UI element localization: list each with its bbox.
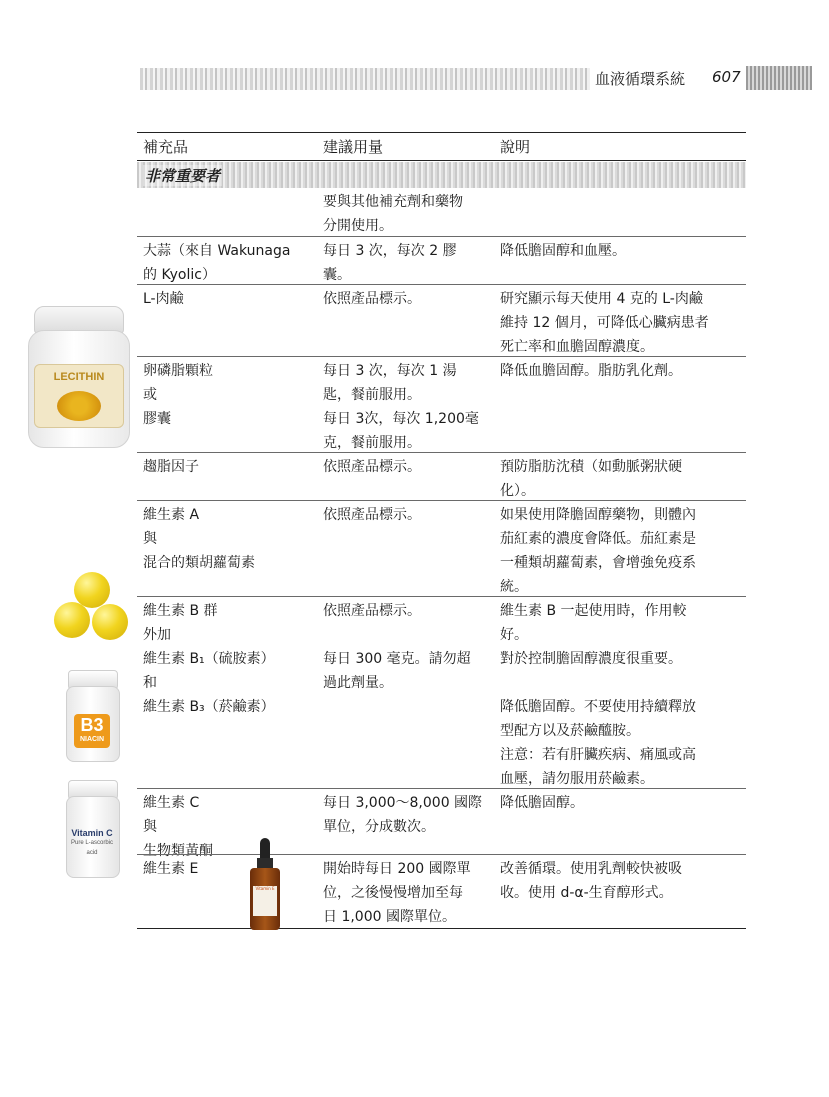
niacin-bottle-image bbox=[66, 670, 118, 760]
description-cell bbox=[500, 359, 746, 383]
dosage-line: 單位，分成數次。 bbox=[323, 819, 435, 835]
supplement-line: 大蒜（來自 Wakunaga bbox=[143, 243, 291, 259]
description-line: 降低膽固醇。 bbox=[500, 795, 584, 811]
description-cell bbox=[500, 239, 746, 263]
supplement-cell bbox=[143, 359, 323, 431]
dosage-line: 每日 3次，每次 1,200毫 bbox=[323, 411, 479, 427]
vitamin-e-label: Vitamin E bbox=[253, 886, 277, 916]
dosage-line: 克，餐前服用。 bbox=[323, 435, 421, 451]
dosage-line: 要與其他補充劑和藥物 bbox=[323, 194, 463, 210]
description-line: 對於控制膽固醇濃度很重要。 bbox=[500, 651, 682, 667]
supplement-line: 維生素 C bbox=[143, 791, 199, 815]
dosage-line: 每日 3,000～8,000 國際 bbox=[323, 795, 483, 811]
vitamin-c-label bbox=[66, 828, 118, 858]
description-line: 血壓，請勿服用菸鹼素。 bbox=[500, 771, 654, 787]
dosage-line: 位，之後慢慢增加至每 bbox=[323, 885, 463, 901]
column-header-description: 說明 bbox=[500, 138, 531, 156]
dosage-cell bbox=[323, 857, 503, 929]
lemon bbox=[92, 604, 128, 640]
description-line: 預防脂肪沈積（如動脈粥狀硬 bbox=[500, 459, 682, 475]
dosage-cell bbox=[323, 359, 503, 455]
table-row bbox=[137, 854, 746, 927]
supplement-cell bbox=[143, 503, 323, 575]
description-line: 型配方以及菸鹼醯胺。 bbox=[500, 723, 640, 739]
supplement-line: L-肉鹼 bbox=[143, 291, 184, 307]
supplement-line: 外加 bbox=[143, 627, 171, 643]
table-row bbox=[137, 500, 746, 597]
supplement-cell bbox=[143, 857, 323, 881]
table-row bbox=[137, 788, 746, 861]
dosage-cell bbox=[323, 599, 503, 695]
section-label: 非常重要者 bbox=[145, 167, 221, 185]
description-line: 死亡率和血膽固醇濃度。 bbox=[500, 339, 654, 355]
description-line: 化）。 bbox=[500, 483, 535, 499]
description-cell bbox=[500, 791, 746, 815]
header-rule bbox=[137, 160, 746, 161]
niacin-badge-text: B3 bbox=[80, 715, 104, 735]
dosage-cell bbox=[323, 455, 503, 479]
dosage-line: 依照產品標示。 bbox=[323, 291, 421, 307]
dosage-line: 過此劑量。 bbox=[323, 675, 393, 691]
table-top-rule bbox=[137, 132, 746, 133]
supplement-line: 維生素 E bbox=[143, 857, 198, 881]
supplement-line: 維生素 B 群 bbox=[143, 603, 218, 619]
description-cell bbox=[500, 455, 746, 503]
dosage-line: 依照產品標示。 bbox=[323, 507, 421, 523]
header-tab-marker bbox=[746, 66, 812, 90]
supplement-line: 或 bbox=[143, 387, 157, 403]
description-line: 如果使用降膽固醇藥物，則體內 bbox=[500, 507, 696, 523]
dosage-line: 開始時每日 200 國際單 bbox=[323, 861, 471, 877]
table-row bbox=[137, 236, 746, 285]
description-line: 注意：若有肝臟疾病、痛風或高 bbox=[500, 747, 696, 763]
supplement-line: 維生素 A bbox=[143, 507, 200, 523]
table-row bbox=[137, 284, 746, 357]
description-line: 降低血膽固醇。脂肪乳化劑。 bbox=[500, 363, 682, 379]
description-line: 統。 bbox=[500, 579, 528, 595]
vitamin-c-sub-text: Pure L-ascorbic acid bbox=[70, 840, 114, 856]
dosage-cell bbox=[323, 287, 503, 311]
supplement-line: 膠囊 bbox=[143, 411, 171, 427]
dosage-line: 日 1,000 國際單位。 bbox=[323, 909, 456, 925]
description-line: 改善循環。使用乳劑較快被吸 bbox=[500, 861, 682, 877]
description-line: 維生素 B 一起使用時，作用較 bbox=[500, 603, 687, 619]
description-line: 研究顯示每天使用 4 克的 L-肉鹼 bbox=[500, 291, 703, 307]
description-line bbox=[500, 671, 746, 695]
dosage-line: 每日 300 毫克。請勿超 bbox=[323, 651, 471, 667]
table-row bbox=[137, 188, 746, 236]
supplement-line: 和 bbox=[143, 675, 157, 691]
column-header-supplement: 補充品 bbox=[143, 138, 189, 156]
description-cell bbox=[500, 287, 746, 359]
supplement-cell bbox=[143, 599, 323, 719]
vitamin-c-label-text: Vitamin C bbox=[71, 828, 113, 838]
dosage-line: 囊。 bbox=[323, 267, 351, 283]
description-line: 收。使用 d-α-生育醇形式。 bbox=[500, 885, 673, 901]
description-line: 一種類胡蘿蔔素，會增強免疫系 bbox=[500, 555, 696, 571]
niacin-label-text: NIACIN bbox=[79, 736, 105, 743]
column-header-dosage: 建議用量 bbox=[323, 138, 384, 156]
description-cell bbox=[500, 857, 746, 905]
supplement-line: 趨脂因子 bbox=[143, 459, 199, 475]
lecithin-granules bbox=[57, 391, 101, 421]
supplement-cell bbox=[143, 239, 323, 287]
dosage-cell bbox=[323, 239, 503, 287]
dosage-line: 匙，餐前服用。 bbox=[323, 387, 421, 403]
supplement-line: 與 bbox=[143, 819, 157, 835]
supplement-cell bbox=[143, 455, 323, 479]
description-cell bbox=[500, 599, 746, 791]
description-line: 好。 bbox=[500, 627, 528, 643]
jar-label bbox=[34, 364, 124, 428]
description-line: 茄紅素的濃度會降低。茄紅素是 bbox=[500, 531, 696, 547]
lemons-image bbox=[54, 572, 130, 644]
lemon bbox=[54, 602, 90, 638]
supplement-line: 混合的類胡蘿蔔素 bbox=[143, 555, 255, 571]
supplement-line: 的 Kyolic） bbox=[143, 267, 216, 283]
dosage-line bbox=[323, 623, 503, 647]
dosage-line: 依照產品標示。 bbox=[323, 459, 421, 475]
table-row bbox=[137, 596, 746, 789]
table-row bbox=[137, 452, 746, 501]
supplement-cell bbox=[143, 791, 323, 863]
supplement-line: 卵磷脂顆粒 bbox=[143, 359, 213, 383]
niacin-badge bbox=[74, 714, 110, 748]
lecithin-jar-image bbox=[28, 306, 128, 446]
header-decorative-band bbox=[140, 68, 590, 90]
dosage-cell bbox=[323, 791, 503, 839]
supplement-cell bbox=[143, 287, 323, 311]
supplement-line: 與 bbox=[143, 531, 157, 547]
description-line: 維持 12 個月，可降低心臟病患者 bbox=[500, 315, 709, 331]
dosage-line: 分開使用。 bbox=[323, 218, 393, 234]
description-cell bbox=[500, 503, 746, 599]
dosage-line: 依照產品標示。 bbox=[323, 603, 421, 619]
dosage-cell bbox=[323, 503, 503, 527]
vitamin-e-dropper-image bbox=[250, 838, 280, 930]
dosage-line: 每日 3 次，每次 1 湯 bbox=[323, 363, 457, 379]
supplement-line: 維生素 B₁（硫胺素） bbox=[143, 647, 275, 671]
dosage-cell bbox=[323, 190, 503, 238]
vitamin-c-bottle-image bbox=[66, 780, 118, 876]
dropper-neck bbox=[257, 858, 273, 868]
table-row bbox=[137, 356, 746, 453]
dosage-line: 每日 3 次，每次 2 膠 bbox=[323, 243, 457, 259]
supplement-line: 生物類黃酮 bbox=[143, 843, 213, 859]
description-line: 降低膽固醇和血壓。 bbox=[500, 243, 626, 259]
section-band bbox=[137, 162, 746, 188]
table-bottom-rule bbox=[137, 928, 746, 929]
dropper-bulb bbox=[260, 838, 270, 860]
page-number: 607 bbox=[712, 68, 741, 86]
description-line: 降低膽固醇。不要使用持續釋放 bbox=[500, 699, 696, 715]
lecithin-label-text: LECITHIN bbox=[53, 371, 105, 383]
supplement-line: 維生素 B₃（菸鹼素） bbox=[143, 695, 275, 719]
section-title: 血液循環系統 bbox=[595, 70, 686, 88]
